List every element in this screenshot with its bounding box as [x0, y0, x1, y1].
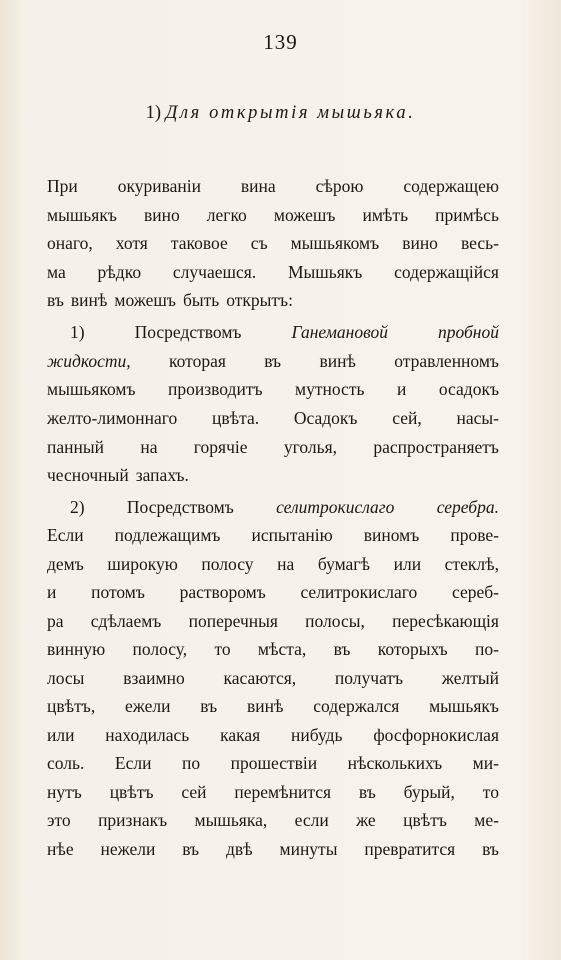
- text-line: ма рѣдко случаешся. Мышьякъ содержащійся: [47, 262, 499, 282]
- text-line: это признакъ мышьяка, если же цвѣтъ ме-: [47, 810, 499, 830]
- text-line: жидкости, которая въ винѣ отравленномъ: [47, 351, 499, 371]
- text-line: лосы взаимно касаются, получатъ желтый: [47, 668, 499, 688]
- text-line: соль. Если по прошествіи нѣсколькихъ ми-: [47, 753, 499, 773]
- text-line: желто-лимоннаго цвѣта. Осадокъ сей, насы-: [47, 408, 499, 428]
- section-number: 1): [145, 103, 161, 123]
- section-heading: [0, 103, 561, 124]
- text-line: въ винѣ можешъ быть открытъ:: [47, 290, 293, 310]
- text-line: и потомъ растворомъ селитрокислаго сереб-: [47, 582, 499, 602]
- text-line: онаго, хотя таковое съ мышьякомъ вино весь-: [47, 233, 499, 253]
- text-line: цвѣтъ, ежели въ винѣ содержался мышьякъ: [47, 696, 499, 716]
- text-line: панный на горячіе уголья, распространяетъ: [47, 437, 499, 457]
- text-line: винную полосу, то мѣста, въ которыхъ по-: [47, 639, 499, 659]
- text-line: Если подлежащимъ испытанію виномъ прове-: [47, 525, 499, 545]
- text-line: или находилась какая нибудь фосфорнокислая: [47, 725, 499, 745]
- text-line: мышьякомъ производитъ мутность и осадокъ: [47, 379, 499, 399]
- text-line: нутъ цвѣтъ сей перемѣнится въ бурый, то: [47, 782, 499, 802]
- page-number: 139: [263, 30, 298, 54]
- text-line: нѣе нежели въ двѣ минуты превратится въ: [47, 839, 499, 859]
- section-title: Для открытія мышьяка.: [165, 103, 416, 123]
- text-line: мышьякъ вино легко можешъ имѣть примѣсь: [47, 205, 499, 225]
- text-line: чесночный запахъ.: [47, 465, 189, 485]
- text-line: 1) Посредствомъ Ганемановой пробной: [70, 322, 499, 342]
- text-line: ра сдѣлаемъ поперечныя полосы, пересѣкающія: [47, 611, 499, 631]
- text-line: демъ широкую полосу на бумагѣ или стеклѣ,: [47, 554, 499, 574]
- text-line: При окуриваніи вина сѣрою содержащею: [47, 176, 499, 196]
- text-line: 2) Посредствомъ селитрокислаго серебра.: [70, 497, 499, 517]
